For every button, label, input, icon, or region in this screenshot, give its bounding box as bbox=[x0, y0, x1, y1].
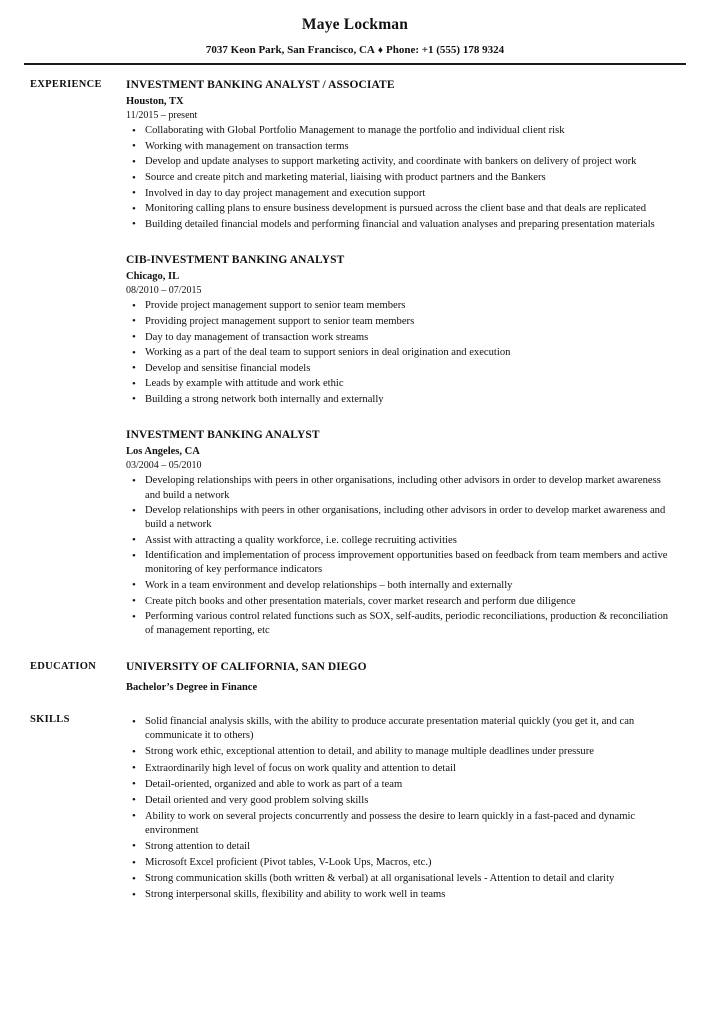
job-entry bbox=[126, 428, 672, 638]
bullet-item: • Involved in day to day project management and execution support bbox=[126, 187, 672, 201]
bullet-item: • Create pitch books and other presentation materials, cover market research and perform due diligence bbox=[126, 595, 672, 609]
skills-bullet-list bbox=[126, 715, 672, 902]
bullet-item: • Developing relationships with peers in other organisations, including other advisors in order to develop market awareness and build a network bbox=[126, 474, 672, 502]
contact-address: 7037 Keon Park, San Francisco, CA bbox=[205, 43, 375, 56]
bullet-item: • Working as a part of the deal team to support seniors in deal origination and execution bbox=[126, 346, 672, 360]
bullet-item: • Provide project management support to senior team members bbox=[126, 299, 672, 313]
job-entry bbox=[126, 253, 672, 407]
job-dates: 11/2015 – present bbox=[126, 109, 198, 121]
job-location: Los Angeles, CA bbox=[126, 446, 200, 458]
contact-line bbox=[22, 44, 688, 57]
section-label-skills: SKILLS bbox=[30, 714, 70, 726]
job-bullet-list bbox=[126, 474, 672, 638]
bullet-item: • Strong work ethic, exceptional attention to detail, and ability to manage multiple deadlines under pressure bbox=[126, 745, 672, 759]
job-bullet-list bbox=[126, 299, 672, 407]
bullet-item: • Working with management on transaction terms bbox=[126, 140, 672, 154]
bullet-item: • Day to day management of transaction work streams bbox=[126, 331, 672, 345]
header-divider bbox=[24, 63, 686, 65]
job-dates: 08/2010 – 07/2015 bbox=[126, 284, 202, 296]
experience-body bbox=[126, 78, 688, 639]
bullet-item: • Leads by example with attitude and work ethic bbox=[126, 377, 672, 391]
bullet-item: • Building a strong network both internally and externally bbox=[126, 393, 672, 407]
section-label-education: EDUCATION bbox=[30, 661, 97, 673]
education-body bbox=[126, 660, 688, 694]
job-dates: 03/2004 – 05/2010 bbox=[126, 459, 202, 471]
bullet-item: • Develop relationships with peers in other organisations, including other advisors in order to develop market awareness and build a network bbox=[126, 504, 672, 532]
bullet-item: • Extraordinarily high level of focus on work quality and attention to detail bbox=[126, 762, 672, 776]
bullet-item: • Microsoft Excel proficient (Pivot tables, V-Look Ups, Macros, etc.) bbox=[126, 856, 672, 870]
section-experience bbox=[22, 78, 688, 639]
bullet-item: • Develop and update analyses to support marketing activity, and coordinate with bankers on delivery of project work bbox=[126, 155, 672, 169]
section-skills bbox=[22, 713, 688, 902]
bullet-item: • Detail oriented and very good problem solving skills bbox=[126, 794, 672, 808]
bullet-item: • Work in a team environment and develop relationships – both internally and externally bbox=[126, 579, 672, 593]
bullet-item: • Strong attention to detail bbox=[126, 840, 672, 854]
candidate-name: Maye Lockman bbox=[301, 16, 409, 33]
skills-body bbox=[126, 713, 688, 902]
bullet-item: • Ability to work on several projects concurrently and possess the desire to learn quickly in a fast-paced and dynamic environment bbox=[126, 810, 672, 838]
bullet-item: • Strong communication skills (both written & verbal) at all organisational levels - Attention to detail and clarity bbox=[126, 872, 672, 886]
job-title: CIB-INVESTMENT BANKING ANALYST bbox=[126, 253, 345, 266]
bullet-item: • Monitoring calling plans to ensure business development is pursued across the client base and that deals are replicated bbox=[126, 202, 672, 216]
section-education bbox=[22, 660, 688, 694]
bullet-item: • Building detailed financial models and performing financial and valuation analyses and preparing presentation materials bbox=[126, 218, 672, 232]
resume-header bbox=[22, 16, 688, 65]
job-title: INVESTMENT BANKING ANALYST / ASSOCIATE bbox=[126, 78, 395, 91]
bullet-item: • Solid financial analysis skills, with the ability to produce accurate presentation material quickly (you get it, and can communicate it to others) bbox=[126, 715, 672, 743]
bullet-item: • Collaborating with Global Portfolio Management to manage the portfolio and individual client risk bbox=[126, 124, 672, 138]
bullet-item: • Source and create pitch and marketing material, liaising with product partners and the Bankers bbox=[126, 171, 672, 185]
contact-phone: Phone: +1 (555) 178 9324 bbox=[385, 43, 505, 56]
education-degree: Bachelor’s Degree in Finance bbox=[126, 681, 258, 693]
education-school: UNIVERSITY OF CALIFORNIA, SAN DIEGO bbox=[126, 661, 367, 674]
bullet-item: • Detail-oriented, organized and able to work as part of a team bbox=[126, 778, 672, 792]
job-title: INVESTMENT BANKING ANALYST bbox=[126, 428, 320, 441]
bullet-item: • Assist with attracting a quality workforce, i.e. college recruiting activities bbox=[126, 534, 672, 548]
job-bullet-list bbox=[126, 124, 672, 232]
job-location: Chicago, IL bbox=[126, 271, 180, 283]
bullet-item: • Performing various control related functions such as SOX, self-audits, periodic reconciliations, production & reconciliation of management reporting, etc bbox=[126, 610, 672, 638]
bullet-item: • Develop and sensitise financial models bbox=[126, 362, 672, 376]
job-location: Houston, TX bbox=[126, 96, 184, 108]
bullet-item: • Strong interpersonal skills, flexibility and ability to work well in teams bbox=[126, 888, 672, 902]
bullet-item: • Providing project management support to senior team members bbox=[126, 315, 672, 329]
bullet-item: • Identification and implementation of process improvement opportunities based on feedback from team members and active monitoring of key performance indicators bbox=[126, 549, 672, 577]
section-label-experience: EXPERIENCE bbox=[30, 78, 102, 90]
job-entry bbox=[126, 78, 672, 232]
diamond-icon: ♦ bbox=[377, 44, 383, 56]
